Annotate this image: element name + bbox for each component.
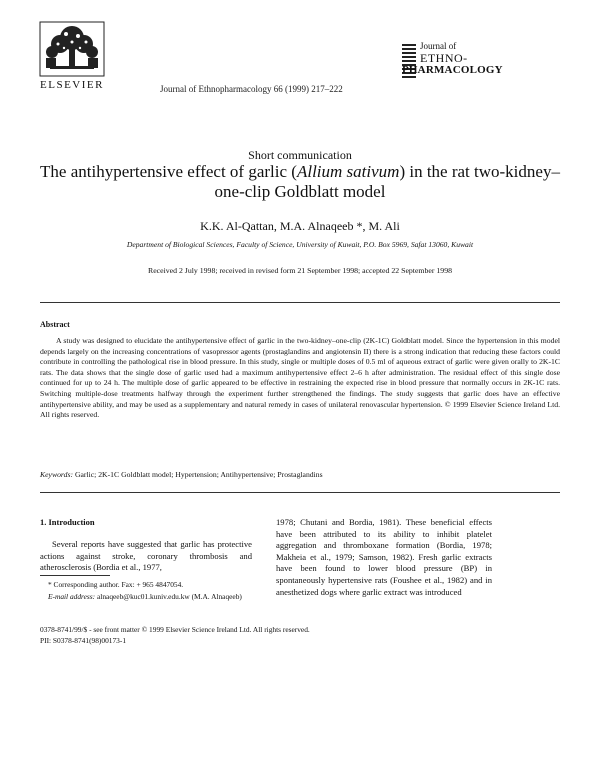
email-note <box>40 592 252 602</box>
email-address: alnaqeeb@kuc01.kuniv.edu.kw (M.A. Alnaqeeb) <box>95 592 242 601</box>
authors: K.K. Al-Qattan, M.A. Alnaqeeb *, M. Ali <box>200 219 400 233</box>
elsevier-logo <box>36 20 108 91</box>
article-title <box>40 162 560 202</box>
title-part-2: ) in the rat two-kidney–one-clip Goldblatt model <box>214 162 560 201</box>
received-dates: Received 2 July 1998; received in revised form 21 September 1998; accepted 22 September 1998 <box>148 266 452 275</box>
email-label: E-mail address: <box>48 592 96 601</box>
intro-right-column: 1978; Chutani and Bordia, 1981). These beneficial effects have been attributed to its ability to inhibit platelet aggregation and thromboxane formation (Bordia, 1978; Makheia et al., 1979; Samson, 1982). Fresh garlic extracts have been found to lower blood pressure (BP) in spontaneously hypertensive rats (Foushee et al., 1982) and in anesthetized dogs where garlic extract was introduced <box>276 517 492 597</box>
issn-line: 0378-8741/99/$ - see front matter © 1999 Elsevier Science Ireland Ltd. All rights reserved. <box>40 625 310 634</box>
intro-left-column: Several reports have suggested that garlic has protective actions against stroke, coronary thrombosis and atherosclerosis (Bordia et al., 1977, <box>40 539 252 573</box>
journal-logo-line1: Journal of <box>420 41 457 51</box>
abstract-text: A study was designed to elucidate the antihypertensive effect of garlic in the two-kidney–one-clip (2K-1C) Goldblatt model. Since the hypertension in this model depends largely on the increasing concentrations of vasopressor agents (prostaglandins and angiotensin II) there is a strong indication that reducing these factors could contribute in controlling the pathological rise in blood pressure. In this study, single or multiple doses of 0.5 ml of aqueous extract of garlic were given orally to 2K-1C rats. The data shows that the single dose of garlic used had a maximum antihypertensive effect 2–6 h after administration. The residual effect of this single dose continued for up to 24 h. The multiple dose of garlic appeared to be effective in restraining the expected rise in blood pressure that normally occurs in 2K-1C rats. Switching multiple-dose treatments halfway through the experiment further strengthened the findings. The study suggests that garlic does have an effective antihypertensive ability, and may be used as a supplementary and natural remedy in cases of unilateral renovascular hypertension. © 1999 Elsevier Science Ireland Ltd. All rights reserved. <box>40 336 560 420</box>
affiliation: Department of Biological Sciences, Faculty of Science, University of Kuwait, P.O. Box 5969, Safat 13060, Kuwait <box>126 240 474 249</box>
pii-line: PII: S0378-8741(98)00173-1 <box>40 636 127 645</box>
rule-bottom <box>40 492 560 493</box>
journal-citation: Journal of Ethnopharmacology 66 (1999) 217–222 <box>160 84 343 94</box>
rule-top <box>40 302 560 303</box>
journal-logo-line2: ETHNO- <box>420 51 468 65</box>
keywords-label: Keywords: <box>40 470 74 479</box>
publisher-name: ELSEVIER <box>40 79 104 91</box>
title-species: Allium sativum <box>296 162 400 181</box>
footnote-rule <box>40 575 110 576</box>
elsevier-tree-icon <box>36 20 108 78</box>
intro-heading: 1. Introduction <box>40 517 95 527</box>
journal-logo-line3: PHARMACOLOGY <box>402 64 503 76</box>
keywords-list: Garlic; 2K-1C Goldblatt model; Hypertension; Antihypertensive; Prostaglandins <box>73 470 323 479</box>
title-part-1: The antihypertensive effect of garlic ( <box>40 162 297 181</box>
article-type: Short communication <box>248 148 352 162</box>
keywords <box>40 470 560 479</box>
corresponding-author-note: * Corresponding author. Fax: + 965 4847054. <box>48 580 184 589</box>
abstract-heading: Abstract <box>40 320 70 329</box>
journal-logo <box>402 40 503 84</box>
